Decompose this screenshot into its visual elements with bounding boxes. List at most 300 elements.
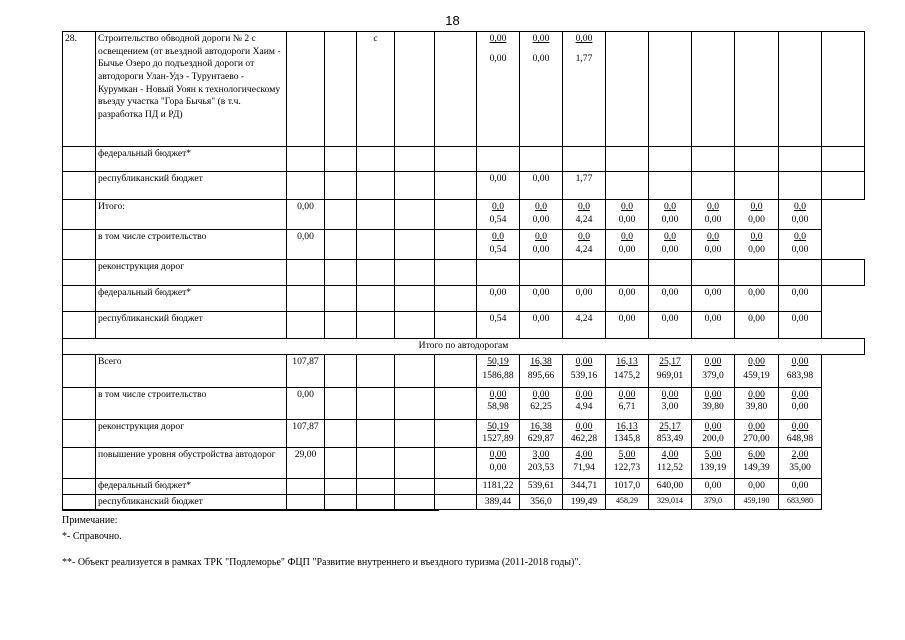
value-cell [649, 419, 692, 447]
value-cell [649, 387, 692, 419]
cell-value: 0,00 [532, 213, 550, 225]
value-cell: 0,00 [692, 312, 735, 339]
value-cell [563, 419, 606, 447]
value-cell: 379,0 [692, 494, 735, 510]
cell-value: 4,00 [661, 448, 679, 460]
empty-cell [435, 32, 477, 147]
value-cell: 0,00 [520, 286, 563, 312]
value-cell [779, 200, 822, 230]
value-cell: 0,00 [287, 387, 325, 419]
row-label: повышение уровня обустройства автодорог [96, 447, 287, 478]
empty-cell [606, 260, 649, 286]
empty-cell [63, 230, 96, 260]
cell-value: 0,00 [704, 243, 722, 255]
value-cell: 0,00 [779, 478, 822, 494]
value-cell [477, 230, 520, 260]
table-row [63, 260, 865, 286]
cell-value: 71,94 [573, 461, 595, 473]
value-cell [520, 447, 563, 478]
section-title: Итого по автодорогам [63, 339, 865, 355]
cell-value: 0,00 [489, 52, 507, 64]
value-cell [563, 447, 606, 478]
empty-cell [325, 387, 357, 419]
cell-value: 0,0 [578, 201, 590, 212]
cell-value: 0,00 [791, 355, 809, 367]
row-number: 28. [63, 32, 96, 147]
value-cell [606, 419, 649, 447]
value-cell [606, 387, 649, 419]
empty-cell [563, 147, 606, 172]
empty-cell [357, 478, 395, 494]
empty-cell [325, 147, 357, 172]
cell-value: 0,0 [578, 231, 590, 242]
object-title: Строительство обводной дороги № 2 с освещением (от въездной автодороги Хаим - Бычье Озеро до подъездной дороги от автодороги Улан-Удэ - Турунтаево - Курумкан - Новый Уоян к технологическому въезду участка "Гора Бычья" (в т.ч. разработка ПД и РД) [96, 32, 287, 147]
cell-value: 0,00 [489, 33, 507, 44]
row-label: федеральный бюджет* [96, 147, 287, 172]
value-cell [649, 354, 692, 387]
empty-cell [325, 419, 357, 447]
value-cell [606, 354, 649, 387]
value-cell [520, 230, 563, 260]
cell-value: 1475,2 [613, 370, 641, 382]
empty-cell [606, 147, 649, 172]
cell-value: 112,52 [656, 461, 684, 473]
value-cell: 0,00 [520, 172, 563, 200]
empty-cell [325, 478, 357, 494]
cell-value: 0,00 [704, 420, 722, 432]
budget-table [62, 31, 865, 510]
empty-cell [735, 172, 779, 200]
table-row [63, 419, 865, 447]
empty-cell [779, 147, 822, 172]
value-cell: 0,00 [692, 286, 735, 312]
empty-cell [325, 230, 357, 260]
value-cell: 0,00 [779, 312, 822, 339]
empty-cell [649, 172, 692, 200]
cell-value: 379,0 [702, 370, 724, 382]
empty-cell [287, 147, 325, 172]
empty-cell [325, 494, 357, 510]
cell-value: 0,0 [621, 201, 633, 212]
cell-value: 0,00 [748, 213, 765, 225]
empty-cell [435, 494, 477, 510]
value-cell: 107,87 [287, 419, 325, 447]
empty-cell [692, 147, 735, 172]
cell-value: 539,16 [570, 370, 598, 382]
value-cell: 0,00 [649, 312, 692, 339]
empty-cell [435, 387, 477, 419]
cell-value: 0,00 [791, 388, 809, 400]
empty-cell [357, 260, 395, 286]
cell-value: 203,53 [527, 461, 555, 473]
empty-cell [63, 172, 96, 200]
table-row [63, 478, 865, 494]
value-cell [520, 419, 563, 447]
empty-cell [649, 147, 692, 172]
cell-value: 969,01 [656, 370, 684, 382]
cell-value: 4,94 [575, 401, 593, 413]
table-row [63, 147, 865, 172]
cell-value: 6,71 [618, 401, 636, 413]
cell-value: 0,0 [535, 231, 547, 242]
value-cell [649, 230, 692, 260]
row-label: республиканский бюджет [96, 494, 287, 510]
value-cell: 1017,0 [606, 478, 649, 494]
empty-cell [779, 260, 822, 286]
empty-cell [357, 230, 395, 260]
empty-cell [435, 312, 477, 339]
table-row [63, 312, 865, 339]
empty-cell [287, 312, 325, 339]
cell-value: 0,00 [791, 401, 809, 413]
empty-cell [357, 494, 395, 510]
empty-cell [735, 32, 779, 147]
cell-value: 0,00 [575, 388, 593, 400]
notes [62, 514, 581, 578]
empty-cell [63, 312, 96, 339]
empty-cell [520, 260, 563, 286]
cell-value: 6,00 [748, 448, 765, 460]
cell-value: 0,00 [575, 355, 593, 367]
cell-value: 0,00 [748, 355, 765, 367]
empty-cell [649, 260, 692, 286]
value-cell: 0,54 [477, 312, 520, 339]
value-cell [692, 230, 735, 260]
empty-cell [520, 147, 563, 172]
cell-value: 0,00 [618, 388, 636, 400]
empty-cell [435, 230, 477, 260]
empty-cell [692, 32, 735, 147]
table-row [63, 286, 865, 312]
row-label: федеральный бюджет* [96, 286, 287, 312]
cell-value: 0,0 [750, 231, 763, 242]
cell-value: 853,49 [656, 433, 684, 445]
table-row [63, 172, 865, 200]
row-label: федеральный бюджет* [96, 478, 287, 494]
cell-value: 1586,88 [482, 370, 514, 382]
cell-value: 35,00 [789, 461, 811, 473]
table-row [63, 230, 865, 260]
empty-cell [735, 260, 779, 286]
empty-cell [606, 172, 649, 200]
empty-cell [395, 494, 435, 510]
empty-cell [435, 419, 477, 447]
cell-value: 462,28 [570, 433, 598, 445]
empty-cell [395, 147, 435, 172]
value-cell [520, 354, 563, 387]
value-cell: 0,00 [779, 286, 822, 312]
row-label: Итого: [96, 200, 287, 230]
empty-cell [735, 147, 779, 172]
value-cell [649, 447, 692, 478]
empty-cell [606, 32, 649, 147]
empty-cell [63, 478, 96, 494]
value-cell [779, 419, 822, 447]
cell-value: 50,19 [487, 420, 509, 432]
value-cell [563, 354, 606, 387]
value-cell [520, 387, 563, 419]
empty-cell [325, 286, 357, 312]
empty-cell [63, 354, 96, 387]
footnote-divider [62, 510, 439, 511]
value-cell [563, 230, 606, 260]
value-cell [563, 200, 606, 230]
cell-value: 5,00 [618, 448, 636, 460]
cell-value: 270,00 [743, 433, 770, 445]
value-cell: 0,00 [692, 478, 735, 494]
cell-value: 16,13 [616, 355, 638, 367]
empty-cell [822, 32, 865, 147]
cell-value: 0,0 [621, 231, 633, 242]
empty-cell [395, 387, 435, 419]
table-row [63, 447, 865, 478]
value-cell [735, 200, 779, 230]
empty-cell [649, 32, 692, 147]
cell-value: 122,73 [613, 461, 641, 473]
empty-cell [357, 286, 395, 312]
empty-cell [779, 172, 822, 200]
value-cell [735, 230, 779, 260]
value-cell: 1181,22 [477, 478, 520, 494]
empty-cell [395, 32, 435, 147]
empty-cell [63, 260, 96, 286]
cell-value: 0,00 [704, 213, 722, 225]
value-cell [779, 387, 822, 419]
value-cell: 4,24 [563, 312, 606, 339]
empty-cell [435, 200, 477, 230]
empty-cell [287, 478, 325, 494]
empty-cell [395, 312, 435, 339]
empty-cell [435, 447, 477, 478]
cell-value: 1527,89 [482, 433, 514, 445]
empty-cell [692, 260, 735, 286]
table-row [63, 200, 865, 230]
row-label: в том числе строительство [96, 230, 287, 260]
cell-value: 0,00 [532, 52, 550, 64]
value-cell: 539,61 [520, 478, 563, 494]
cell-value: 1345,8 [613, 433, 641, 445]
note-reference: *- Справочно. [62, 530, 122, 542]
cell-value: 39,80 [702, 401, 724, 413]
cell-value: 0,0 [664, 231, 676, 242]
empty-cell [563, 260, 606, 286]
cell-value: 149,39 [743, 461, 770, 473]
cell-value: 0,00 [532, 388, 550, 400]
cell-value: 3,00 [661, 401, 679, 413]
cell-value: 16,38 [530, 355, 552, 367]
cell-value: 0,00 [791, 243, 809, 255]
cell-value: 4,24 [575, 213, 593, 225]
value-cell [735, 419, 779, 447]
cell-value: 200,0 [702, 433, 724, 445]
cell-value: 648,98 [786, 433, 814, 445]
cell-value: 0,00 [748, 420, 765, 432]
value-cell [520, 200, 563, 230]
value-cell [477, 200, 520, 230]
empty-cell [435, 260, 477, 286]
cell-value: 25,17 [659, 355, 681, 367]
value-cell [477, 447, 520, 478]
row-label: реконструкция дорог [96, 260, 287, 286]
cell-value: 0,0 [664, 201, 676, 212]
value-cell [477, 387, 520, 419]
value-cell: 0,00 [735, 478, 779, 494]
value-cell: 329,014 [649, 494, 692, 510]
empty-cell [287, 32, 325, 147]
empty-cell [692, 172, 735, 200]
cell-value: 62,25 [530, 401, 552, 413]
value-cell: 640,00 [649, 478, 692, 494]
empty-cell [325, 200, 357, 230]
object-flag: с [357, 32, 395, 147]
cell-value: 39,80 [745, 401, 768, 413]
value-cell: 0,00 [520, 312, 563, 339]
cell-value: 0,00 [661, 243, 679, 255]
value-cell: 107,87 [287, 354, 325, 387]
empty-cell [63, 447, 96, 478]
cell-value: 0,0 [794, 231, 806, 242]
value-cell [606, 230, 649, 260]
cell-value: 2,00 [791, 448, 809, 460]
cell-value: 0,54 [489, 243, 507, 255]
notes-heading: Примечание: [62, 515, 118, 526]
cell-value: 0,00 [704, 355, 722, 367]
empty-cell [395, 172, 435, 200]
value-cell: 0,00 [477, 172, 520, 200]
value-cell: 458,29 [606, 494, 649, 510]
empty-cell [395, 419, 435, 447]
value-cell [779, 447, 822, 478]
value-cell: 1,77 [563, 172, 606, 200]
table-row [63, 32, 865, 147]
empty-cell [822, 260, 865, 286]
cell-value: 50,19 [487, 355, 509, 367]
value-cell: 0,00 [649, 286, 692, 312]
value-cell: 0,00 [606, 286, 649, 312]
cell-value: 0,00 [532, 33, 550, 44]
cell-value: 895,66 [527, 370, 555, 382]
cell-value: 0,00 [575, 33, 593, 44]
empty-cell [63, 147, 96, 172]
empty-cell [435, 478, 477, 494]
row-label: реконструкция дорог [96, 419, 287, 447]
value-cell: 0,00 [735, 312, 779, 339]
value-cell [692, 200, 735, 230]
empty-cell [357, 200, 395, 230]
value-cell [563, 387, 606, 419]
cell-value: 0,0 [750, 201, 763, 212]
empty-cell [287, 286, 325, 312]
table-row [63, 387, 865, 419]
value-cell [692, 447, 735, 478]
empty-cell [395, 286, 435, 312]
value-cell: 0,00 [735, 286, 779, 312]
empty-cell [357, 354, 395, 387]
empty-cell [63, 387, 96, 419]
value-cell [779, 354, 822, 387]
cell-value: 0,00 [661, 213, 679, 225]
value-cell: 459,190 [735, 494, 779, 510]
empty-cell [325, 260, 357, 286]
cell-value: 16,13 [616, 420, 638, 432]
value-cell [477, 419, 520, 447]
empty-cell [287, 172, 325, 200]
empty-cell [63, 419, 96, 447]
value-cell [520, 32, 563, 147]
cell-value: 0,0 [492, 201, 504, 212]
empty-cell [357, 172, 395, 200]
empty-cell [435, 147, 477, 172]
empty-cell [477, 147, 520, 172]
note-program: **- Объект реализуется в рамках ТРК "Подлеморье" ФЦП "Развитие внутреннего и въездного туризма (2011-2018 годы)". [62, 557, 581, 568]
value-cell [606, 200, 649, 230]
page-number: 18 [445, 13, 460, 28]
row-label: республиканский бюджет [96, 172, 287, 200]
cell-value: 683,98 [786, 370, 814, 382]
empty-cell [395, 200, 435, 230]
empty-cell [435, 172, 477, 200]
cell-value: 0,0 [794, 201, 806, 212]
empty-cell [357, 387, 395, 419]
empty-cell [325, 312, 357, 339]
value-cell [477, 32, 520, 147]
cell-value: 0,0 [707, 231, 719, 242]
cell-value: 3,00 [532, 448, 550, 460]
empty-cell [357, 147, 395, 172]
empty-cell [435, 286, 477, 312]
cell-value: 0,00 [532, 243, 550, 255]
cell-value: 16,38 [530, 420, 552, 432]
cell-value: 629,87 [527, 433, 555, 445]
value-cell: 344,71 [563, 478, 606, 494]
empty-cell [325, 32, 357, 147]
empty-cell [395, 354, 435, 387]
value-cell [735, 387, 779, 419]
table-row [63, 339, 865, 355]
cell-value: 58,98 [487, 401, 509, 413]
cell-value: 4,00 [575, 448, 593, 460]
empty-cell [357, 447, 395, 478]
cell-value: 0,0 [707, 201, 719, 212]
value-cell [735, 354, 779, 387]
value-cell: 0,00 [606, 312, 649, 339]
cell-value: 0,0 [535, 201, 547, 212]
cell-value: 25,17 [659, 420, 681, 432]
cell-value: 0,00 [661, 388, 679, 400]
row-label: Всего [96, 354, 287, 387]
empty-cell [63, 200, 96, 230]
cell-value: 0,00 [618, 243, 636, 255]
value-cell [477, 354, 520, 387]
empty-cell [63, 494, 96, 510]
empty-cell [779, 32, 822, 147]
value-cell: 0,00 [287, 230, 325, 260]
value-cell: 199,49 [563, 494, 606, 510]
value-cell [779, 230, 822, 260]
cell-value: 0,00 [489, 461, 507, 473]
cell-value: 0,00 [618, 213, 636, 225]
empty-cell [287, 494, 325, 510]
value-cell [606, 447, 649, 478]
value-cell: 0,00 [477, 286, 520, 312]
row-label: в том числе строительство [96, 387, 287, 419]
cell-value: 4,24 [575, 243, 593, 255]
cell-value: 0,00 [575, 420, 593, 432]
empty-cell [395, 447, 435, 478]
empty-cell [357, 312, 395, 339]
value-cell: 29,00 [287, 447, 325, 478]
cell-value: 0,00 [748, 388, 765, 400]
